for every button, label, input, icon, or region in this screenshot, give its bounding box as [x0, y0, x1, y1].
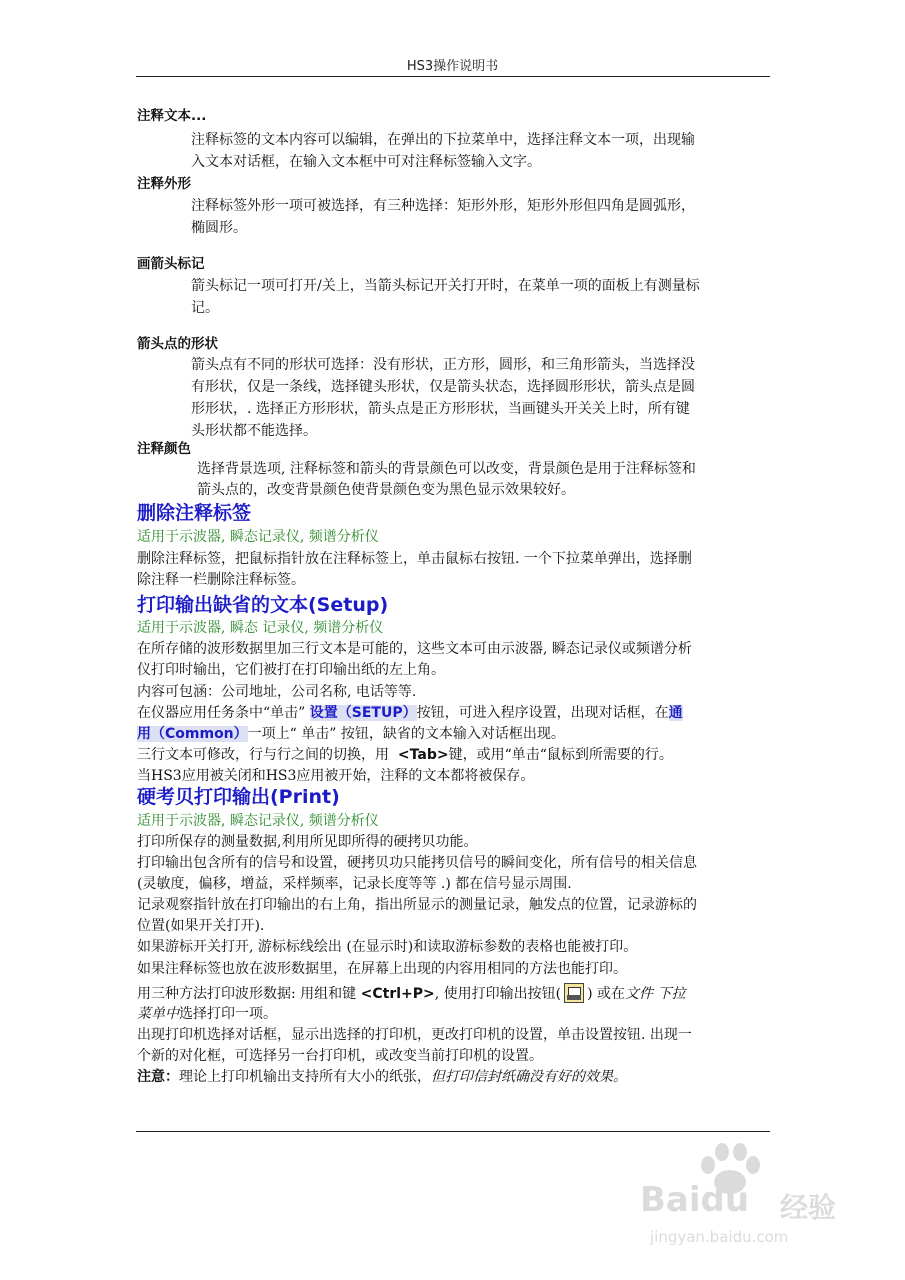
paragraph-line: [137, 1004, 277, 1024]
paragraph-line: 除注释一栏删除注释标签。: [137, 572, 305, 588]
common-link-part1[interactable]: 通: [668, 705, 683, 721]
text-run: 理论上打印机输出支持所有大小的纸张，: [179, 1069, 431, 1085]
applies-to-line: 适用于示波器, 瞬态记录仪, 频谱分析仪: [137, 813, 379, 829]
paragraph-line: 如果注释标签也放在波形数据里，在屏幕上出现的内容用相同的方法也能打印。: [137, 961, 627, 977]
common-link-part2[interactable]: 用（Common）: [137, 726, 248, 742]
heading-delete-annotation: 删除注释标签: [137, 502, 252, 524]
paragraph-line: 记录观察指针放在打印输出的右上角，指出所显示的测量记录，触发点的位置，记录游标的: [137, 897, 697, 913]
text-run: 选择打印一项。: [179, 1006, 277, 1022]
text-run: ) 或在: [587, 986, 626, 1002]
heading-hardcopy-print: 硬考贝打印输出(Print): [137, 786, 340, 808]
paragraph-line: 注释标签外形一项可被选择，有三种选择：矩形外形，矩形外形但四角是圆弧形，: [191, 198, 695, 214]
paragraph-line: 箭头点有不同的形状可选择：没有形状，正方形，圆形，和三角形箭头，当选择没: [191, 357, 695, 373]
text-run: 在仪器应用任务条中“单击”: [137, 705, 306, 721]
watermark-brand-part1: Bai: [640, 1180, 701, 1220]
paragraph-line: 记。: [191, 300, 219, 316]
watermark-brand: [640, 1180, 749, 1220]
text-run: 用三种方法打印波形数据: 用组和键: [137, 986, 357, 1002]
heading-print-default-text: 打印输出缺省的文本(Setup): [137, 594, 389, 616]
paragraph-line: 形形状，. 选择正方形形状，箭头点是正方形形状，当画键头开关关上时，所有键: [191, 401, 690, 417]
subheading-note-shape: 注释外形: [137, 176, 191, 192]
paragraph-line: 打印所保存的测量数据,利用所见即所得的硬拷贝功能。: [137, 834, 478, 850]
setup-link[interactable]: 设置（SETUP）: [309, 705, 417, 721]
paragraph-line: 出现打印机选择对话框，显示出选择的打印机，更改打印机的设置，单击设置按钮. 出现一: [137, 1027, 692, 1043]
ctrl-p-shortcut: <Ctrl+P>: [360, 986, 435, 1002]
subheading-note-text: 注释文本...: [137, 108, 207, 124]
subheading-draw-arrow: 画箭头标记: [137, 256, 205, 272]
subheading-note-color: 注释颜色: [137, 441, 191, 457]
page-header-title: HS3操作说明书: [406, 59, 499, 74]
note-line: [137, 1067, 627, 1087]
watermark-url: jingyan.baidu.com: [650, 1228, 789, 1246]
paragraph-line: 位置(如果开关打开).: [137, 918, 265, 934]
file-menu-ref: 文件 下拉: [625, 986, 686, 1002]
watermark-cn: 经验: [780, 1191, 837, 1224]
paragraph-line: 入文本对话框，在输入文本框中可对注释标签输入文字。: [191, 154, 541, 170]
applies-to-line: 适用于示波器, 瞬态记录仪, 频谱分析仪: [137, 529, 379, 545]
watermark: [630, 1140, 880, 1260]
paragraph-line: 箭头标记一项可打开/关上，当箭头标记开关打开时，在菜单一项的面板上有测量标: [191, 278, 700, 294]
header-rule: [136, 76, 770, 77]
text-run: 按钮，可进入程序设置，出现对话框，在: [416, 705, 669, 721]
subheading-arrow-shape: 箭头点的形状: [137, 336, 218, 352]
text-run: 三行文本可修改，行与行之间的切换，用: [137, 747, 389, 763]
text-run: , 使用打印输出按钮(: [434, 986, 562, 1002]
text-run: 一项上“ 单击” 按钮，缺省的文本输入对话框出现。: [247, 726, 565, 742]
paragraph-line: 打印输出包含所有的信号和设置，硬拷贝功只能拷贝信号的瞬间变化，所有信号的相关信息: [137, 855, 697, 871]
paragraph-line: 仪打印时输出，它们被打在打印输出纸的左上角。: [137, 662, 445, 678]
text-run: 键，或用“单击“鼠标到所需要的行。: [448, 747, 673, 763]
paragraph-line: 有形状，仅是一条线，选择键头形状，仅是箭头状态，选择圆形形状，箭头点是圆: [191, 379, 695, 395]
note-italic: 但打印信封纸确没有好的效果。: [431, 1069, 627, 1085]
paragraph-line: 内容可包涵：公司地址，公司名称, 电话等等.: [137, 684, 417, 700]
paragraph-line: 如果游标开关打开, 游标标线绘出 (在显示时)和读取游标参数的表格也能被打印。: [137, 939, 638, 955]
paragraph-line-methods: [137, 983, 686, 1004]
paragraph-line: 删除注释标签，把鼠标指针放在注释标签上，单击鼠标右按钮. 一个下拉菜单弹出，选择删: [137, 551, 692, 567]
paragraph-line: 箭头点的，改变背景颜色使背景颜色变为黑色显示效果较好。: [197, 482, 575, 498]
paragraph-line: 头形状都不能选择。: [191, 423, 317, 439]
paragraph-line: 当HS3应用被关闭和HS3应用被开始，注释的文本都将被保存。: [137, 768, 535, 784]
print-button-icon[interactable]: [564, 983, 584, 1003]
footer-rule: [136, 1131, 770, 1132]
applies-to-line: 适用于示波器, 瞬态 记录仪, 频谱分析仪: [137, 620, 384, 636]
paragraph-line: 选择背景选项, 注释标签和箭头的背景颜色可以改变，背景颜色是用于注释标签和: [197, 461, 696, 477]
paragraph-line-tab: [137, 745, 673, 765]
paragraph-line: 在所存储的波形数据里加三行文本是可能的，这些文本可由示波器, 瞬态记录仪或频谱分析: [137, 641, 692, 657]
paragraph-line: (灵敏度，偏移，增益，采样频率，记录长度等等 .) 都在信号显示周围.: [137, 876, 572, 892]
menu-ref: 菜单中: [137, 1006, 179, 1022]
tab-key-label: <Tab>: [397, 747, 449, 763]
note-label: 注意：: [137, 1069, 179, 1085]
paragraph-line: 椭圆形。: [191, 220, 247, 236]
paragraph-line-setup: [137, 703, 683, 723]
paragraph-line-common: [137, 724, 565, 744]
paragraph-line: 注释标签的文本内容可以编辑，在弹出的下拉菜单中，选择注释文本一项，出现输: [191, 132, 695, 148]
paragraph-line: 个新的对化框，可选择另一台打印机，或改变当前打印机的设置。: [137, 1048, 543, 1064]
watermark-brand-part2: du: [700, 1180, 750, 1220]
